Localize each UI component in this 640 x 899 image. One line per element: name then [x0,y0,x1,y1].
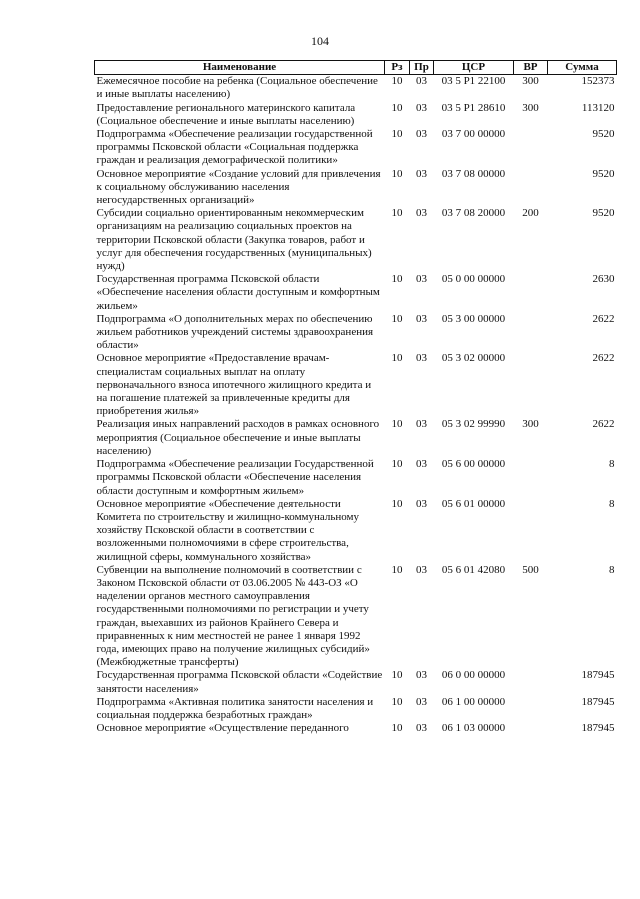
cell-sum: 2630 [592,273,615,286]
cell-csr: 03 7 08 00000 [441,167,506,180]
cell-pr: 03 [416,497,427,510]
cell-vr [514,458,548,498]
cell-csr: 05 3 02 00000 [441,352,506,365]
cell-pr: 03 [416,128,427,141]
cell-name: Государственная программа Псковской области «Содействие занятости населения» [96,669,383,695]
table-row [95,313,617,353]
cell-pr: 03 [416,167,427,180]
cell-vr [514,696,548,722]
cell-csr: 03 7 08 20000 [441,207,506,220]
table-row [95,696,617,722]
cell-name: Субвенции на выполнение полномочий в соответствии с Законом Псковской области от 03.06.2005 № 443-ОЗ «О наделении органов местного самоуправления государственными полномочиями по регистрации и учету граждан, выехавших из районов Крайнего Севера и приравненных к ним местностей не ранее 1 января 1992 года, имеющих право на получение жилищных субсидий» (Межбюджетные трансферты) [96,563,370,669]
cell-rz: 10 [391,312,403,325]
cell-csr: 06 1 03 00000 [441,722,506,735]
table-row [95,498,617,564]
cell-rz: 10 [391,207,403,220]
cell-pr: 03 [416,418,427,431]
cell-rz: 10 [391,128,403,141]
cell-csr: 03 7 00 00000 [441,128,506,141]
cell-csr: 05 6 01 00000 [441,497,506,510]
cell-name: Основное мероприятие «Обеспечение деятельности Комитета по строительству и жилищно-коммунальному хозяйству Псковской области в соответствии с возложенными полномочиями в сфере строительства, жилищной сферы, коммунального хозяйства» [96,497,360,563]
cell-sum: 2622 [592,418,615,431]
cell-rz: 10 [391,458,403,471]
cell-name: Основное мероприятие «Создание условий для привлечения к социальному обслуживанию населения негосударственных организаций» [96,167,381,207]
cell-rz: 10 [391,695,403,708]
cell-sum: 187945 [581,722,615,735]
cell-pr: 03 [416,312,427,325]
budget-table [94,60,617,735]
cell-rz: 10 [391,101,403,114]
cell-sum: 152373 [581,75,615,88]
cell-csr: 05 3 02 99990 [441,418,506,431]
cell-rz: 10 [391,418,403,431]
table-row [95,273,617,313]
table-row [95,564,617,670]
cell-sum: 9520 [592,207,615,220]
cell-sum: 2622 [592,312,615,325]
cell-sum: 187945 [581,695,615,708]
cell-vr: 500 [522,563,539,576]
cell-pr: 03 [416,722,427,735]
cell-vr [514,273,548,313]
cell-vr [514,128,548,168]
cell-rz: 10 [391,497,403,510]
cell-vr [514,722,548,735]
cell-rz: 10 [391,167,403,180]
cell-name: Предоставление регионального материнского капитала (Социальное обеспечение и иные выплаты населению) [96,101,356,127]
cell-sum: 9520 [592,167,615,180]
cell-name: Ежемесячное пособие на ребенка (Социальное обеспечение и иные выплаты населению) [96,75,378,101]
cell-rz: 10 [391,669,403,682]
cell-pr: 03 [416,695,427,708]
cell-sum: 8 [609,458,615,471]
cell-rz: 10 [391,273,403,286]
cell-name: Подпрограмма «Обеспечение реализации Государственной программы Псковской области «Обеспечение населения области доступным и комфортным жильем» [96,458,374,497]
cell-csr: 05 3 00 00000 [441,312,506,325]
cell-pr: 03 [416,669,427,682]
cell-vr: 200 [522,207,539,220]
cell-vr [514,669,548,695]
header-pr: Пр [410,61,434,75]
table-row [95,418,617,458]
cell-sum: 113120 [581,101,615,114]
cell-pr: 03 [416,75,427,88]
cell-name: Реализация иных направлений расходов в рамках основного мероприятия (Социальное обеспечение и иные выплаты населению) [96,418,380,457]
header-vr: ВР [514,61,548,75]
table-header-row [95,61,617,75]
cell-csr: 06 0 00 00000 [441,669,506,682]
header-csr: ЦСР [434,61,514,75]
cell-pr: 03 [416,458,427,471]
cell-name: Подпрограмма «Обеспечение реализации государственной программы Псковской области «Социальная поддержка граждан и реализация демографической политики» [96,128,373,167]
table-row [95,168,617,208]
cell-pr: 03 [416,207,427,220]
table-row [95,128,617,168]
cell-vr: 300 [522,75,539,88]
cell-name: Основное мероприятие «Предоставление врачам-специалистам социальных выплат на оплату первоначального взноса ипотечного жилищного кредита и на погашение платежей за привлеченные кредиты для приобретения жилья» [96,352,372,418]
cell-pr: 03 [416,563,427,576]
header-name: Наименование [95,61,385,75]
cell-sum: 9520 [592,128,615,141]
cell-csr: 03 5 Р1 22100 [441,75,506,88]
cell-rz: 10 [391,352,403,365]
cell-name: Субсидии социально ориентированным некоммерческим организациям на реализацию социальных проектов на территории Псковской области (Закупка товаров, работ и услуг для обеспечения государственных (муниципальных) нужд) [96,207,372,273]
table-row [95,102,617,128]
table-row [95,669,617,695]
cell-name: Подпрограмма «Активная политика занятости населения и социальная поддержка безработных граждан» [96,695,374,721]
cell-name: Подпрограмма «О дополнительных мерах по обеспечению жильем работников учреждений системы здравоохранения области» [96,312,374,352]
cell-csr: 06 1 00 00000 [441,695,506,708]
cell-csr: 05 0 00 00000 [441,273,506,286]
header-sum: Сумма [548,61,617,75]
cell-rz: 10 [391,722,403,735]
page-number: 104 [311,34,329,48]
cell-csr: 05 6 00 00000 [441,458,506,471]
table-row [95,458,617,498]
cell-csr: 05 6 01 42080 [441,563,506,576]
cell-pr: 03 [416,273,427,286]
cell-rz: 10 [391,563,403,576]
header-rz: Рз [385,61,410,75]
table-row [95,207,617,273]
cell-rz: 10 [391,75,403,88]
cell-vr [514,313,548,353]
cell-csr: 03 5 Р1 28610 [441,101,506,114]
table-row [95,75,617,102]
cell-vr [514,352,548,418]
cell-sum: 8 [609,563,615,576]
cell-vr [514,168,548,208]
cell-sum: 187945 [581,669,615,682]
cell-pr: 03 [416,101,427,114]
cell-pr: 03 [416,352,427,365]
cell-vr: 300 [522,101,539,114]
table-row [95,352,617,418]
cell-vr: 300 [522,418,539,431]
cell-sum: 2622 [592,352,615,365]
cell-name: Государственная программа Псковской области «Обеспечение населения области доступным и комфортным жильем» [96,273,380,312]
cell-name: Основное мероприятие «Осуществление переданного [96,722,349,735]
cell-sum: 8 [609,497,615,510]
cell-vr [514,498,548,564]
table-row [95,722,617,735]
